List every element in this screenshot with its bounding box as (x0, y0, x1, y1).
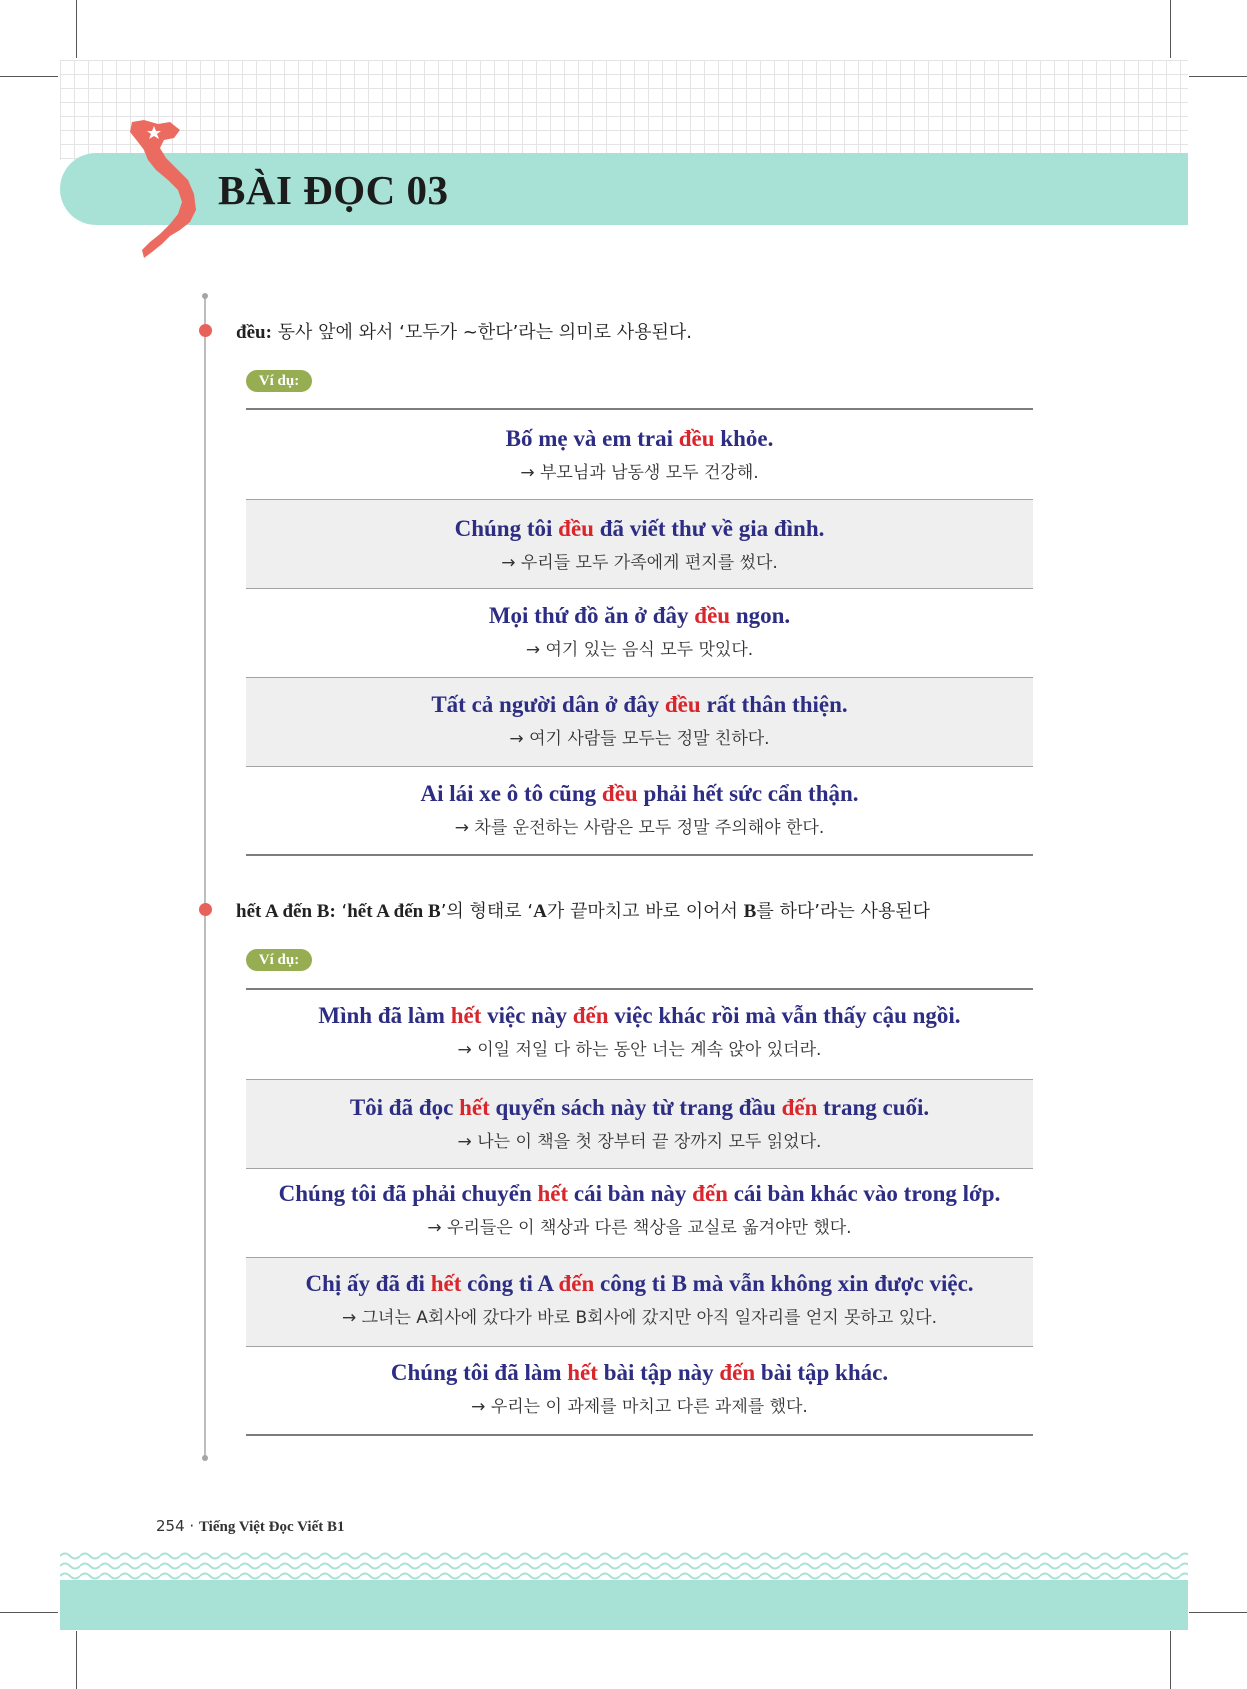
example-badge: Ví dụ: (246, 370, 312, 392)
example-table (246, 408, 1033, 856)
vietnamese-sentence: Chị ấy đã đi hết công ti A đến công ti B mà vẫn không xin được việc. (305, 1271, 974, 1296)
crop-mark (1189, 76, 1247, 77)
korean-translation: → 우리는 이 과제를 마치고 다른 과제를 했다. (471, 1397, 808, 1417)
timeline-end-dot (202, 1455, 208, 1461)
section-bullet (199, 903, 212, 916)
example-row (246, 1257, 1033, 1346)
korean-translation: → 차를 운전하는 사람은 모두 정말 주의해야 한다. (454, 818, 825, 838)
vietnamese-sentence: Ai lái xe ô tô cũng đều phải hết sức cẩn thận. (420, 781, 859, 806)
example-row (246, 677, 1033, 766)
korean-translation: → 우리들 모두 가족에게 편지를 썼다. (501, 553, 778, 573)
example-row (246, 990, 1033, 1079)
example-row (246, 766, 1033, 854)
crop-mark (1170, 1631, 1171, 1689)
example-row (246, 588, 1033, 677)
grammar-term: hết A đến B: (236, 901, 336, 922)
page-number: 254 (156, 1517, 185, 1535)
section-bullet (199, 324, 212, 337)
vietnamese-sentence: Chúng tôi đã làm hết bài tập này đến bài tập khác. (390, 1360, 889, 1385)
crop-mark (0, 1612, 58, 1613)
vietnamese-sentence: Bố mẹ và em trai đều khỏe. (505, 426, 774, 451)
crop-mark (1170, 0, 1171, 58)
example-row (246, 499, 1033, 588)
korean-translation: → 나는 이 책을 첫 장부터 끝 장까지 모두 읽었다. (457, 1132, 822, 1152)
section-heading (236, 318, 692, 344)
example-row (246, 1079, 1033, 1168)
example-row (246, 410, 1033, 499)
page-title: BÀI ĐỌC 03 (218, 167, 449, 213)
section-heading: hết A đến B: ‘hết A đến B’의 형태로 ‘A가 끝마치고 바로 이어서 B를 하다’라는 사용된다 (236, 901, 930, 922)
grammar-term: đều: (236, 322, 272, 343)
korean-translation: → 이일 저일 다 하는 동안 너는 계속 앉아 있더라. (457, 1040, 822, 1060)
korean-translation: → 그녀는 A회사에 갔다가 바로 B회사에 갔지만 아직 일자리를 얻지 못하고 있다. (341, 1308, 938, 1328)
example-badge: Ví dụ: (246, 949, 312, 971)
vietnamese-sentence: Mình đã làm hết việc này đến việc khác rồi mà vẫn thấy cậu ngồi. (318, 1003, 961, 1028)
korean-translation: → 우리들은 이 책상과 다른 책상을 교실로 옮겨야만 했다. (427, 1218, 852, 1238)
korean-translation: → 여기 사람들 모두는 정말 친하다. (509, 729, 770, 749)
vietnamese-sentence: Chúng tôi đều đã viết thư về gia đình. (454, 516, 825, 541)
crop-mark (1189, 1612, 1247, 1613)
example-table (246, 988, 1033, 1436)
page-footer: 254 · Tiếng Việt Đọc Viết B1 (156, 1517, 345, 1535)
timeline-line (204, 296, 206, 1458)
korean-translation: → 부모님과 남동생 모두 건강해. (520, 463, 759, 483)
vietnamese-sentence: Tất cả người dân ở đây đều rất thân thiện. (431, 692, 848, 717)
grid-background (60, 60, 1188, 160)
grammar-explanation: 동사 앞에 와서 ‘모두가 ~한다’라는 의미로 사용된다. (271, 322, 692, 343)
korean-translation: → 여기 있는 음식 모두 맛있다. (525, 640, 754, 660)
vietnamese-sentence: Mọi thứ đồ ăn ở đây đều ngon. (488, 603, 791, 628)
crop-mark (0, 76, 58, 77)
vietnamese-sentence: Chúng tôi đã phải chuyển hết cái bàn này đến cái bàn khác vào trong lớp. (278, 1181, 1001, 1206)
footer-band (60, 1580, 1188, 1630)
crop-mark (76, 1631, 77, 1689)
vietnamese-sentence: Tôi đã đọc hết quyển sách này từ trang đầu đến trang cuối. (349, 1095, 930, 1120)
timeline-end-dot (202, 293, 208, 299)
example-row (246, 1346, 1033, 1434)
book-title: Tiếng Việt Đọc Viết B1 (198, 1519, 345, 1535)
crop-mark (76, 0, 77, 58)
vietnam-map-icon (124, 118, 204, 268)
example-row (246, 1168, 1033, 1257)
